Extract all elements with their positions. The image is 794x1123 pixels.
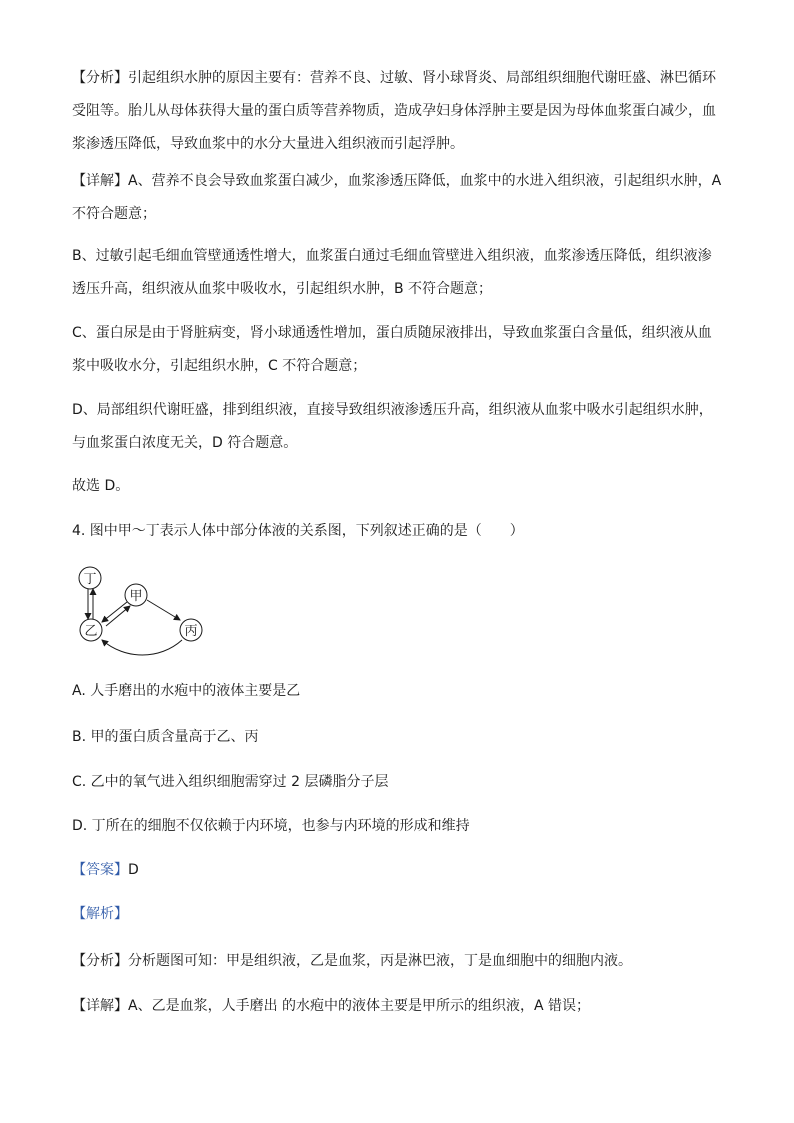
arrow-bing-to-yi bbox=[102, 640, 182, 655]
conclusion-line bbox=[72, 470, 724, 503]
analysis-text: 引起组织水肿的原因主要有：营养不良、过敏、肾小球肾炎、局部组织细胞代谢旺盛、淋巴循环受阻等。胎儿从母体获得大量的蛋白质等营养物质，造成孕妇身体浮肿主要是因为母体血浆蛋白减少，血浆渗透压降低，导致血浆中的水分大量进入组织液而引起浮肿。 bbox=[72, 70, 716, 152]
node-jia-label: 甲 bbox=[129, 589, 143, 604]
option-a-text: A. 人手磨出的水疱中的液体主要是乙 bbox=[72, 683, 301, 699]
detail-paragraph-2a bbox=[72, 990, 724, 1023]
node-yi-label: 乙 bbox=[84, 624, 98, 639]
analysis-text-2: 分析题图可知：甲是组织液，乙是血浆，丙是淋巴液，丁是血细胞中的细胞内液。 bbox=[128, 953, 632, 969]
answer-text: D bbox=[128, 862, 139, 878]
detail-paragraph-a bbox=[72, 165, 724, 231]
question-4 bbox=[72, 515, 724, 548]
option-b bbox=[72, 721, 724, 754]
arrow-jia-to-bing bbox=[147, 600, 180, 620]
detail-text-c: C、蛋白尿是由于肾脏病变，肾小球通透性增加，蛋白质随尿液排出，导致血浆蛋白含量低，组织液从血浆中吸收水分，引起组织水肿，C 不符合题意； bbox=[72, 325, 712, 374]
detail-tag: 【详解】 bbox=[72, 173, 128, 189]
explanation-heading bbox=[72, 898, 724, 931]
conclusion-text: 故选 D。 bbox=[72, 478, 130, 494]
answer-tag: 【答案】 bbox=[72, 862, 128, 878]
option-b-text: B. 甲的蛋白质含量高于乙、丙 bbox=[72, 729, 259, 745]
detail-paragraph-b bbox=[72, 240, 724, 306]
detail-text-2a: A、乙是血浆，人手磨出 的水疱中的液体主要是甲所示的组织液，A 错误； bbox=[128, 998, 591, 1014]
detail-paragraph-c bbox=[72, 317, 724, 383]
analysis-tag: 【分析】 bbox=[72, 70, 128, 86]
answer-line bbox=[72, 854, 724, 887]
detail-tag-2: 【详解】 bbox=[72, 998, 128, 1014]
detail-text-a: A、营养不良会导致血浆蛋白减少，血浆渗透压降低，血浆中的水进入组织液，引起组织水肿，A不符合题意； bbox=[72, 173, 722, 222]
node-bing-label: 丙 bbox=[184, 624, 198, 639]
node-ding-label: 丁 bbox=[83, 572, 97, 587]
option-a bbox=[72, 675, 724, 708]
analysis-tag-2: 【分析】 bbox=[72, 953, 128, 969]
option-d-text: D. 丁所在的细胞不仅依赖于内环境，也参与内环境的形成和维持 bbox=[72, 818, 470, 834]
detail-text-d: D、局部组织代谢旺盛，排到组织液，直接导致组织液渗透压升高，组织液从血浆中吸水引起组织水肿，与血浆蛋白浓度无关，D 符合题意。 bbox=[72, 402, 713, 451]
analysis-paragraph-1 bbox=[72, 62, 724, 161]
analysis-paragraph-2 bbox=[72, 945, 724, 978]
detail-text-b: B、过敏引起毛细血管壁通透性增大，血浆蛋白通过毛细血管壁进入组织液，血浆渗透压降低，组织液渗透压升高，组织液从血浆中吸收水，引起组织水肿，B 不符合题意； bbox=[72, 248, 712, 297]
option-d bbox=[72, 810, 724, 843]
body-fluid-diagram bbox=[70, 560, 220, 665]
option-c bbox=[72, 766, 724, 799]
explanation-tag: 【解析】 bbox=[72, 906, 128, 922]
option-c-text: C. 乙中的氧气进入组织细胞需穿过 2 层磷脂分子层 bbox=[72, 774, 389, 790]
question-4-text: 4. 图中甲～丁表示人体中部分体液的关系图，下列叙述正确的是（ ） bbox=[72, 523, 524, 539]
detail-paragraph-d bbox=[72, 394, 724, 460]
